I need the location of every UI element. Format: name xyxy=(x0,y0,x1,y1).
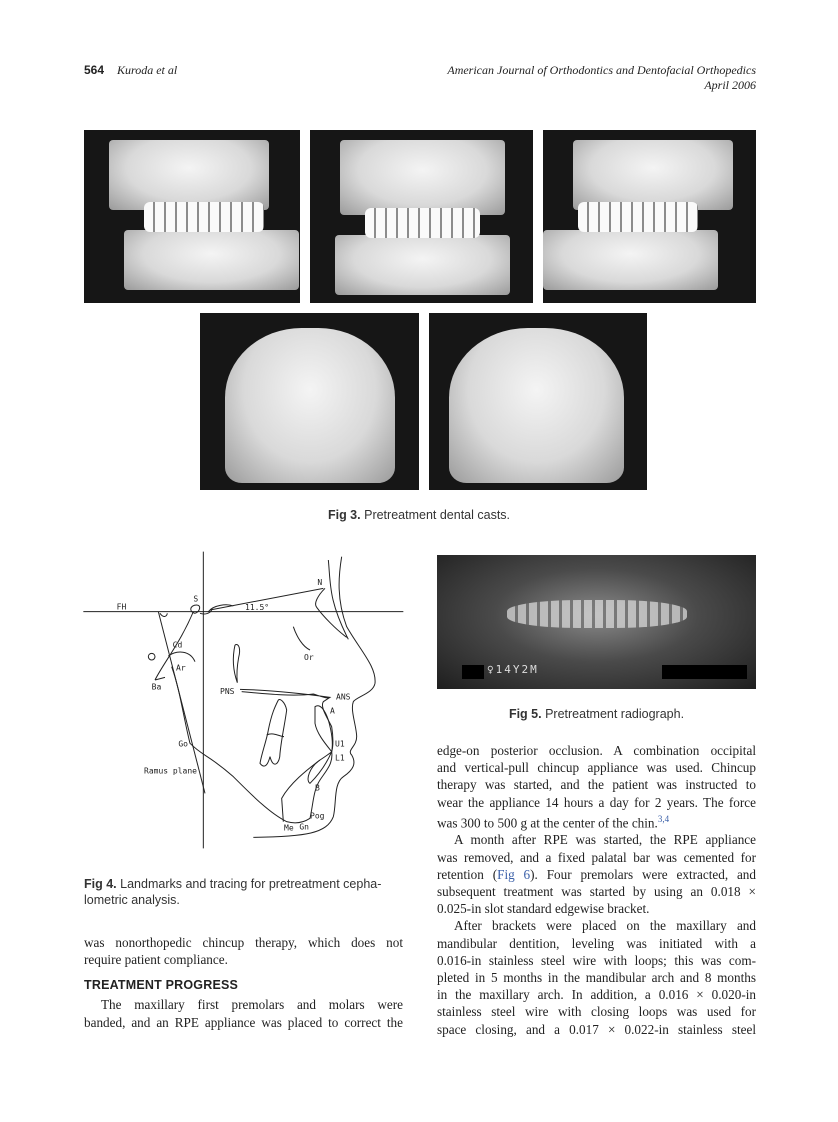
label-ar: Ar xyxy=(176,663,186,673)
cast-mandibular-occlusal-photo xyxy=(429,313,647,490)
label-pns: PNS xyxy=(220,687,235,696)
text-line: was nonorthopedic chincup therapy, which does not xyxy=(84,935,403,950)
text-line: subsequent treatment was started by using an 0.018 × xyxy=(437,884,756,900)
fig6-link[interactable]: Fig 6 xyxy=(497,866,531,882)
fig3-label: Fig 3. xyxy=(327,508,361,522)
text-span: was 300 to 500 g at the center of the chin. xyxy=(437,815,658,831)
nasal-bone xyxy=(316,560,349,639)
label-ramus-plane: Ramus plane xyxy=(144,766,197,776)
text-line: After brackets were placed on the maxillary and xyxy=(454,918,756,934)
text-line: in the maxillary arch. In addition, a 0.016 × 0.020-in xyxy=(437,987,756,1003)
cast-right-lateral-photo xyxy=(84,130,300,303)
label-u1: U1 xyxy=(335,739,345,749)
label-cd: Cd xyxy=(172,640,183,650)
label-n: N xyxy=(317,578,323,587)
text-span: ). Four premolars were extracted, and xyxy=(530,866,756,882)
fig4-caption xyxy=(84,876,414,908)
issue-date: April 2006 xyxy=(704,78,756,92)
journal-name: American Journal of Orthodontics and Dentofacial Orthopedics xyxy=(447,63,756,77)
text-line: A month after RPE was started, the RPE appliance xyxy=(454,832,756,848)
label-s: S xyxy=(193,594,199,604)
fig4-caption-line: Landmarks and tracing for pretreatment cepha- xyxy=(120,877,382,891)
angle-arc xyxy=(160,613,167,616)
label-gn: Gn xyxy=(299,822,309,832)
text-line: require patient compliance. xyxy=(84,952,228,968)
text-line: space closing, and a 0.017 × 0.022-in stainless steel xyxy=(437,1021,756,1037)
cast-frontal-photo xyxy=(310,130,533,303)
text-line xyxy=(437,811,756,832)
fig5-caption-text: Pretreatment radiograph. xyxy=(545,707,685,721)
label-l1: L1 xyxy=(335,753,345,763)
sella xyxy=(191,605,212,614)
left-column xyxy=(84,934,403,1031)
text-line: 0.016-in stainless steel wire with loops; this was com- xyxy=(437,952,756,968)
orbit xyxy=(293,627,310,650)
text-line: pleted in 5 months in the mandibular arch and 8 months xyxy=(437,970,756,986)
running-authors: Kuroda et al xyxy=(117,63,178,77)
molar-tooth xyxy=(260,700,287,767)
pterygomaxillary-fissure xyxy=(233,645,239,683)
text-line xyxy=(437,866,756,883)
radiograph-label: ♀14Y2M xyxy=(487,663,539,676)
label-angle: 11.5° xyxy=(245,603,270,612)
label-b: B xyxy=(315,783,320,793)
label-ans: ANS xyxy=(336,692,351,702)
fig5-caption xyxy=(437,707,756,721)
page-number: 564 xyxy=(84,63,105,77)
label-ba: Ba xyxy=(151,682,162,692)
text-line: mandibular dentition, leveling was initiated with a xyxy=(437,935,756,951)
right-column xyxy=(437,742,756,1038)
label-pog: Pog xyxy=(310,811,325,821)
cephalometric-tracing xyxy=(80,550,420,850)
text-span: retention ( xyxy=(437,866,498,882)
text-line: therapy was started, and the patient was instructed to xyxy=(437,777,756,793)
citation[interactable]: 3,4 xyxy=(657,813,670,824)
cast-maxillary-occlusal-photo xyxy=(200,313,419,490)
label-fh: FH xyxy=(116,602,127,612)
text-line: edge-on posterior occlusion. A combination occipital xyxy=(437,743,756,758)
text-line: wear the appliance 14 hours a day for 2 years. The force xyxy=(437,794,756,810)
fig4-label: Fig 4. xyxy=(84,877,117,891)
text-line: stainless steel wire with closing loops was used for xyxy=(437,1004,756,1020)
palate xyxy=(240,689,333,751)
text-line: was removed, and a fixed palatal bar was cemented for xyxy=(437,849,756,865)
label-or: Or xyxy=(304,653,314,662)
cast-left-lateral-photo xyxy=(543,130,756,303)
molar-crown-line xyxy=(267,734,284,737)
panoramic-radiograph xyxy=(437,555,756,689)
label-a: A xyxy=(330,706,335,716)
text-line: 0.025-in slot standard edgewise bracket. xyxy=(437,901,650,917)
section-heading: TREATMENT PROGRESS xyxy=(84,978,239,993)
fig4-caption-line: lometric analysis. xyxy=(84,893,180,907)
text-line: The maxillary first premolars and molars were xyxy=(101,997,403,1013)
label-me: Me xyxy=(284,823,294,833)
label-go: Go xyxy=(178,739,188,749)
porion xyxy=(148,653,155,660)
journal-header xyxy=(447,63,756,93)
text-line: banded, and an RPE appliance was placed to correct the xyxy=(84,1014,403,1030)
text-line: and vertical-pull chincup appliance was used. Chincup xyxy=(437,760,756,776)
fig3-caption xyxy=(0,508,838,522)
fig3-caption-text: Pretreatment dental casts. xyxy=(364,508,511,522)
fig5-label: Fig 5. xyxy=(508,707,542,721)
